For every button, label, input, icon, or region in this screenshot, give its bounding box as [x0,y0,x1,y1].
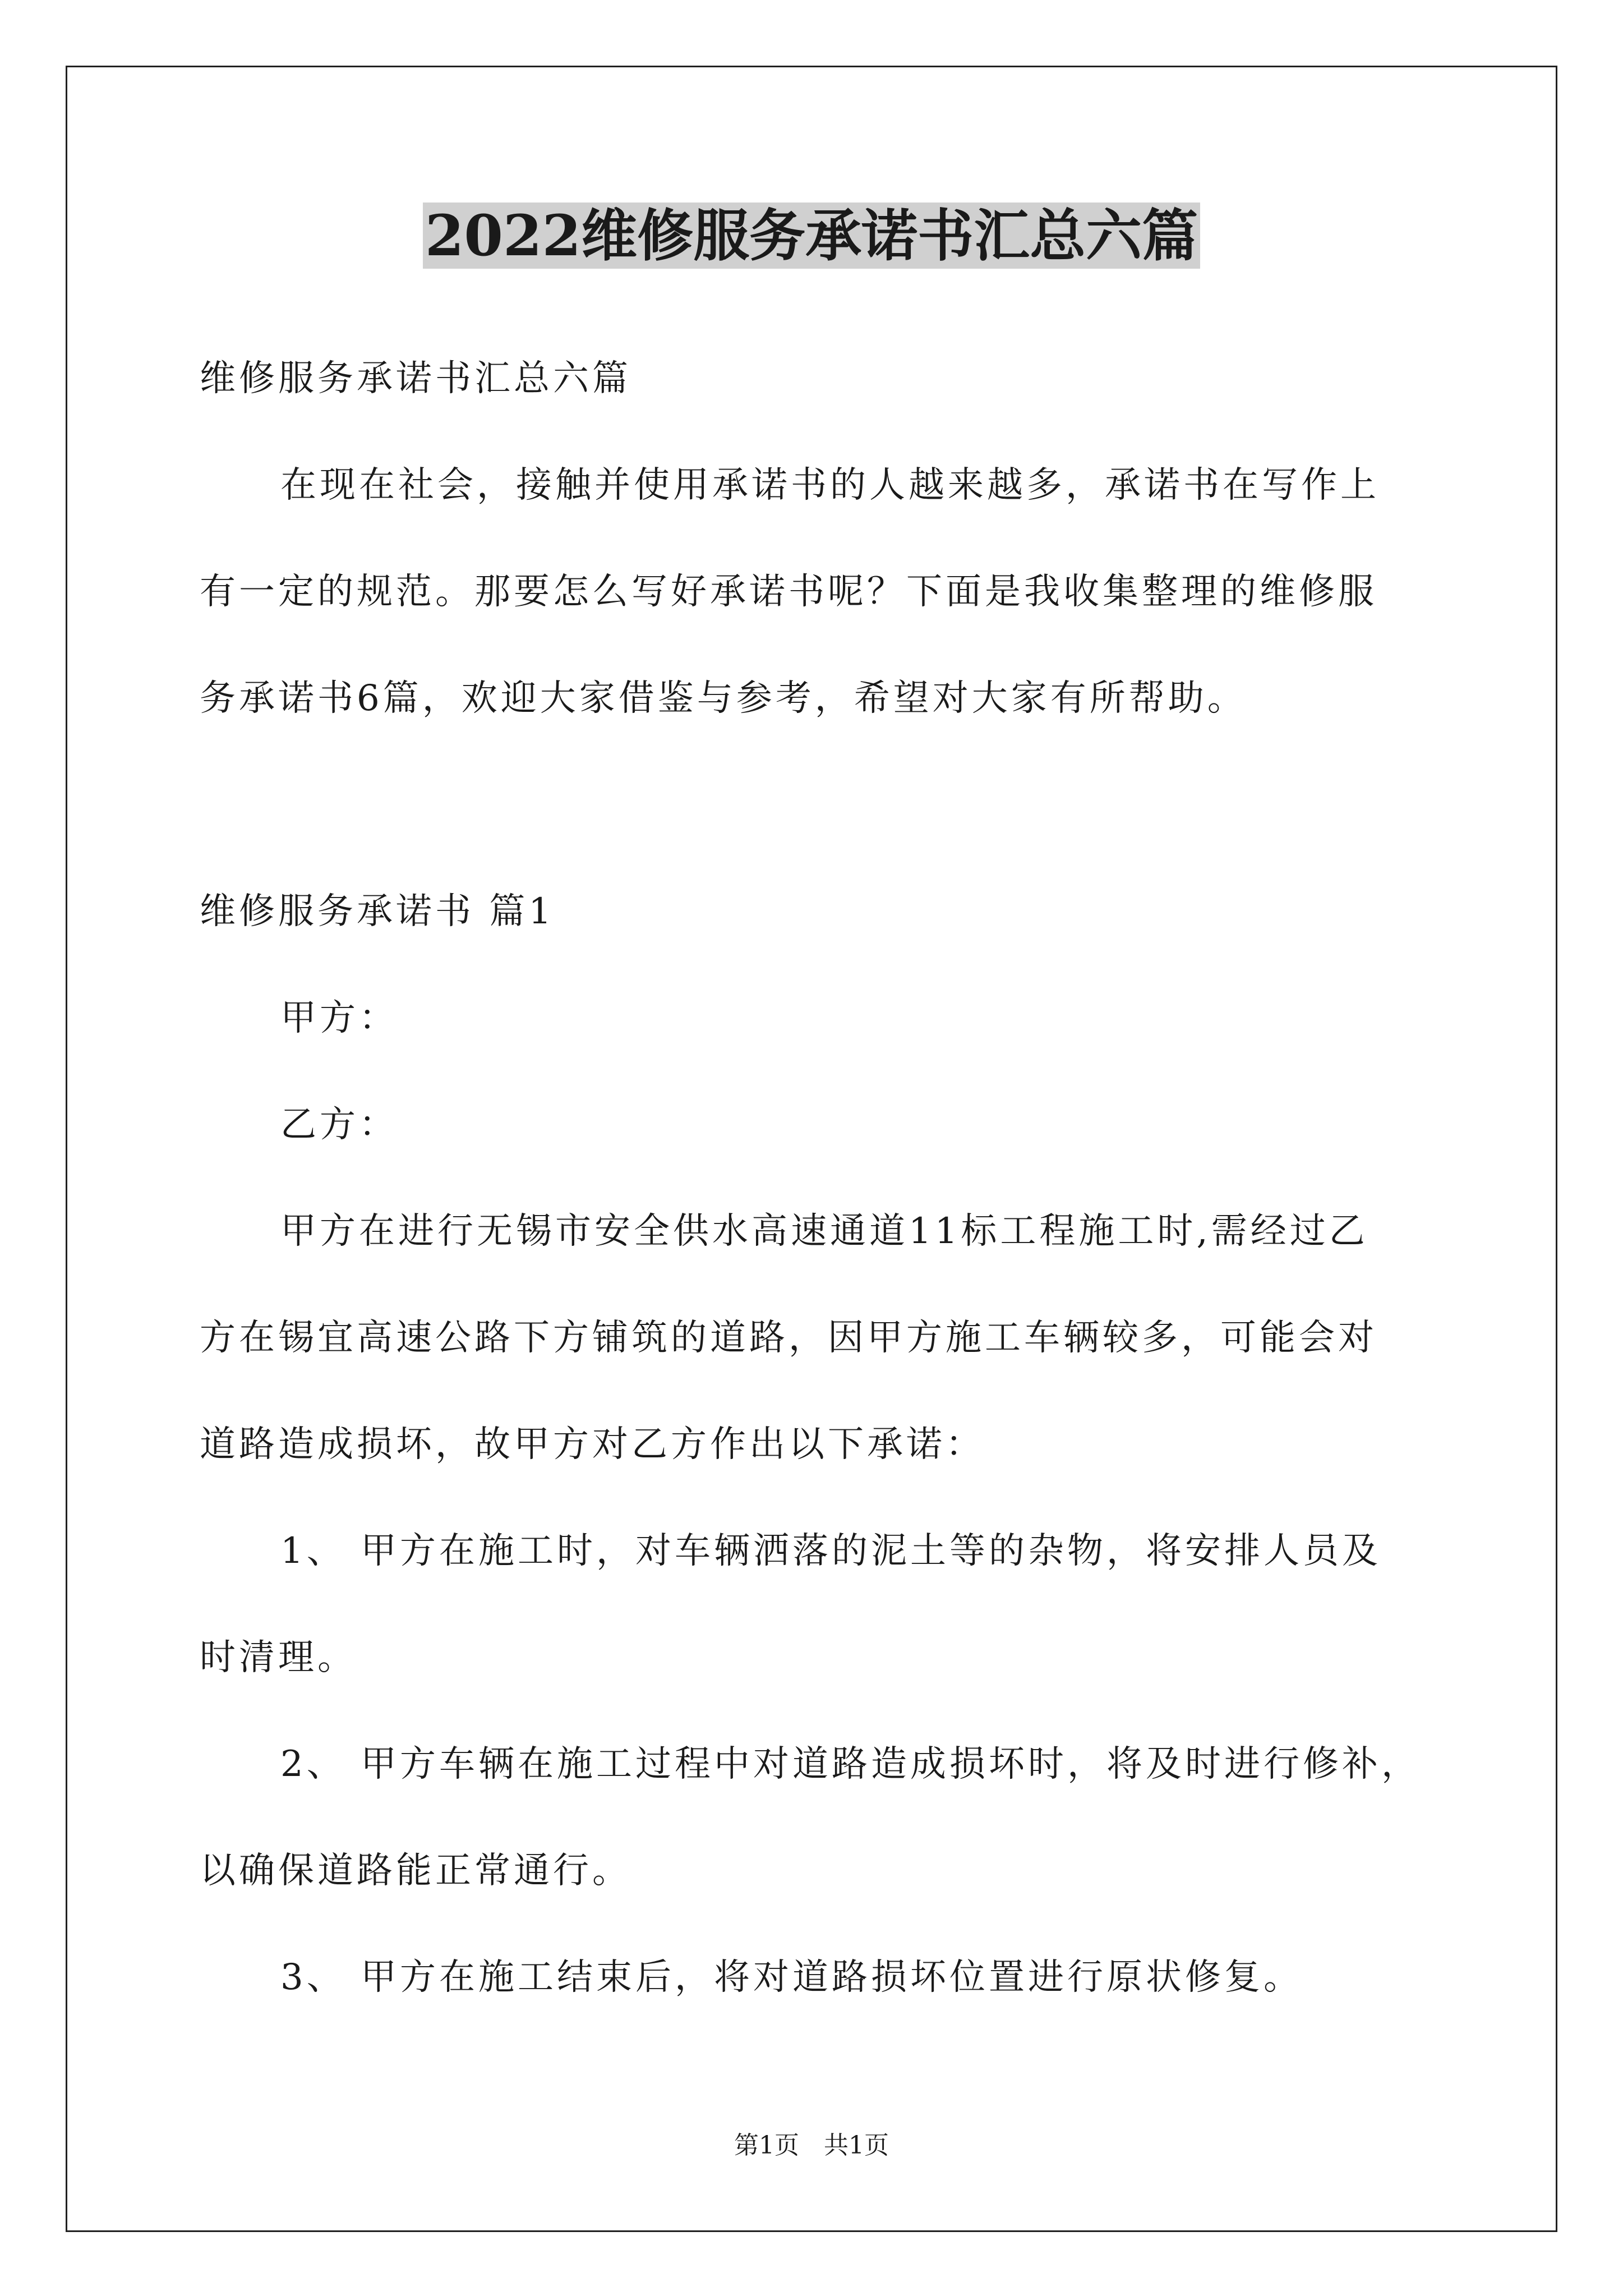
intro-line-3: 务承诺书6篇，欢迎大家借鉴与参考，希望对大家有所帮助。 [200,678,1247,719]
item-1-line-1: 1、 甲方在施工时，对车辆洒落的泥土等的杂物，将安排人员及 [280,1530,1382,1572]
body-line-1: 甲方在进行无锡市安全供水高速通道11标工程施工时,需经过乙 [280,1211,1368,1252]
section-heading: 维修服务承诺书 篇1 [200,891,555,932]
document-title-text: 2022维修服务承诺书汇总六篇 [423,203,1200,269]
page-footer: 第1页 共1页 [734,2131,889,2160]
item-2-line-1: 2、 甲方车辆在施工过程中对道路造成损坏时，将及时进行修补， [280,1743,1421,1785]
document-title [0,194,1623,278]
party-a-label: 甲方： [280,997,398,1039]
body-line-3: 道路造成损坏，故甲方对乙方作出以下承诺： [200,1424,985,1465]
party-b-label: 乙方： [280,1104,398,1145]
intro-line-2: 有一定的规范。那要怎么写好承诺书呢？下面是我收集整理的维修服 [200,571,1377,613]
intro-line-1: 在现在社会，接触并使用承诺书的人越来越多，承诺书在写作上 [280,464,1380,506]
item-2-line-2: 以确保道路能正常通行。 [200,1850,631,1892]
item-3-line: 3、 甲方在施工结束后，将对道路损坏位置进行原状修复。 [280,1957,1303,1998]
body-line-2: 方在锡宜高速公路下方铺筑的道路，因甲方施工车辆较多，可能会对 [200,1317,1377,1359]
item-1-line-2: 时清理。 [200,1637,357,1678]
document-subtitle: 维修服务承诺书汇总六篇 [200,358,631,399]
